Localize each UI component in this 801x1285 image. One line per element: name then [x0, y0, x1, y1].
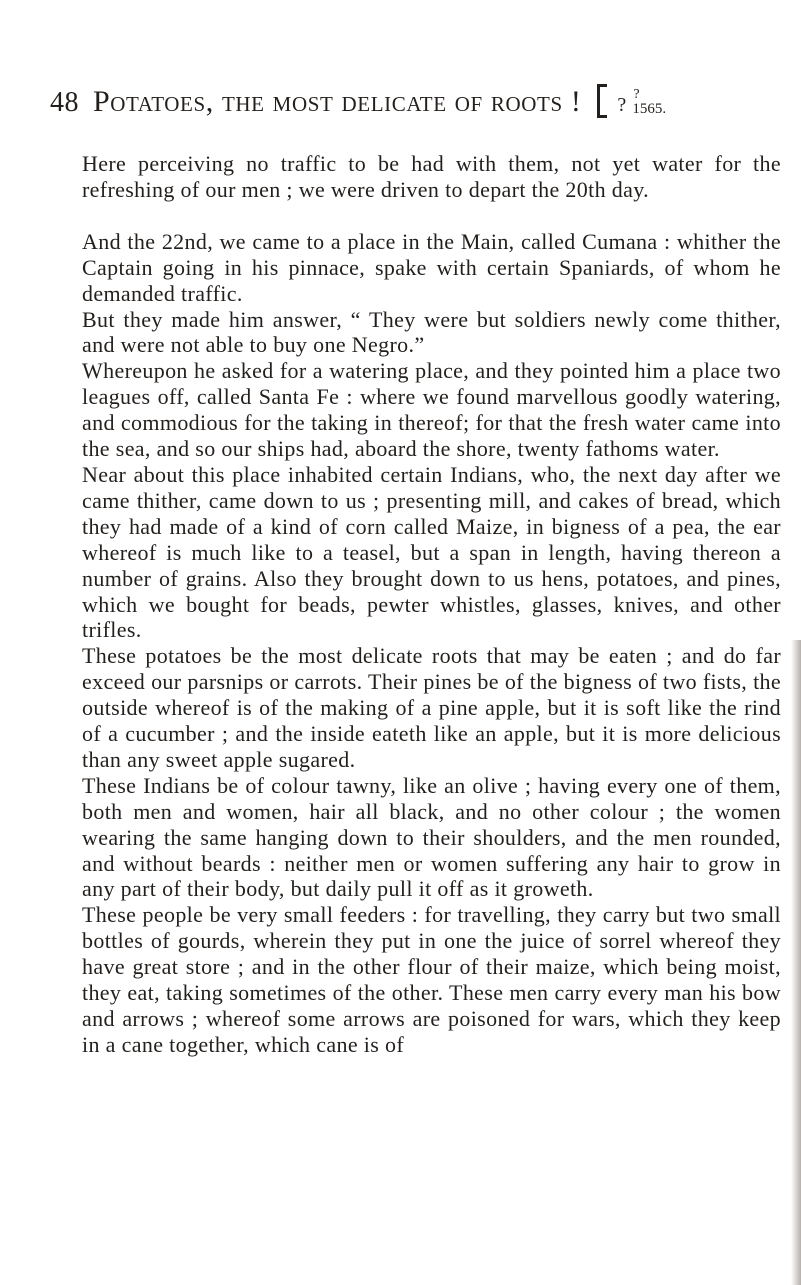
paragraph: And the 22nd, we came to a place in the Main, called Cumana : whither the Captain going in his pinnace, spake with certain Spaniards, of whom he demanded traffic.	[82, 228, 781, 306]
paragraph: These people be very small feeders : for travelling, they carry but two small bottles of gourds, wherein they put in one the juice of sorrel whereof they have great store ; and in the other flour of their maize, which being moist, they eat, taking sometimes of the other. These men carry every man his bow and arrows ; whereof some arrows are poisoned for wars, which they keep in a cane together, which cane is of	[82, 902, 781, 1057]
paragraph: Here perceiving no traffic to be had with them, not yet water for the refreshing of our men ; we were driven to depart the 20th day.	[82, 151, 781, 202]
margin-query-mark: ?	[617, 94, 627, 116]
date-note	[632, 87, 667, 118]
paragraph: But they made him answer, “ They were but soldiers newly come thither, and were not able to buy one Negro.”	[82, 306, 781, 358]
paragraph: These potatoes be the most delicate roots that may be eaten ; and do far exceed our parsnips or carrots. Their pines be of the bigness of two fists, the outside whereof is of the making of a pine apple, but it is soft like the rind of a cucumber ; and the inside eateth like an apple, but it is more delicious than any sweet apple sugared.	[82, 643, 781, 772]
bracket-mark	[591, 84, 613, 114]
paragraph: Near about this place inhabited certain Indians, who, the next day after we came thither, came down to us ; presenting mill, and cakes of bread, which they had made of a kind of corn called Maize, in bigness of a pea, the ear whereof is much like to a teasel, but a span in length, having thereon a number of grains. Also they brought down to us hens, potatoes, and pines, which we bought for beads, pewter whistles, glasses, knives, and other trifles.	[82, 461, 781, 643]
year: 1565.	[632, 101, 667, 117]
page-header	[50, 84, 780, 124]
page-edge-shadow	[791, 640, 801, 1285]
paragraph: These Indians be of colour tawny, like an olive ; having every one of them, both men and women, hair all black, and no other colour ; the women wearing the same hanging down to their shoulders, and the men rounded, and without beards : neither men or women suffering any hair to grow in any part of their body, but daily pull it off as it groweth.	[82, 772, 781, 902]
page-number: 48	[50, 87, 79, 118]
running-title: Potatoes, the most delicate of roots !	[93, 85, 582, 118]
date-query-mark: ?	[633, 87, 640, 102]
body-text	[82, 151, 781, 1058]
paragraph: Whereupon he asked for a watering place, and they pointed him a place two leagues off, called Santa Fe : where we found marvellous goodly watering, and commodious for the taking in thereof; for that the fresh water came into the sea, and so our ships had, aboard the shore, twenty fathoms water.	[82, 358, 781, 462]
